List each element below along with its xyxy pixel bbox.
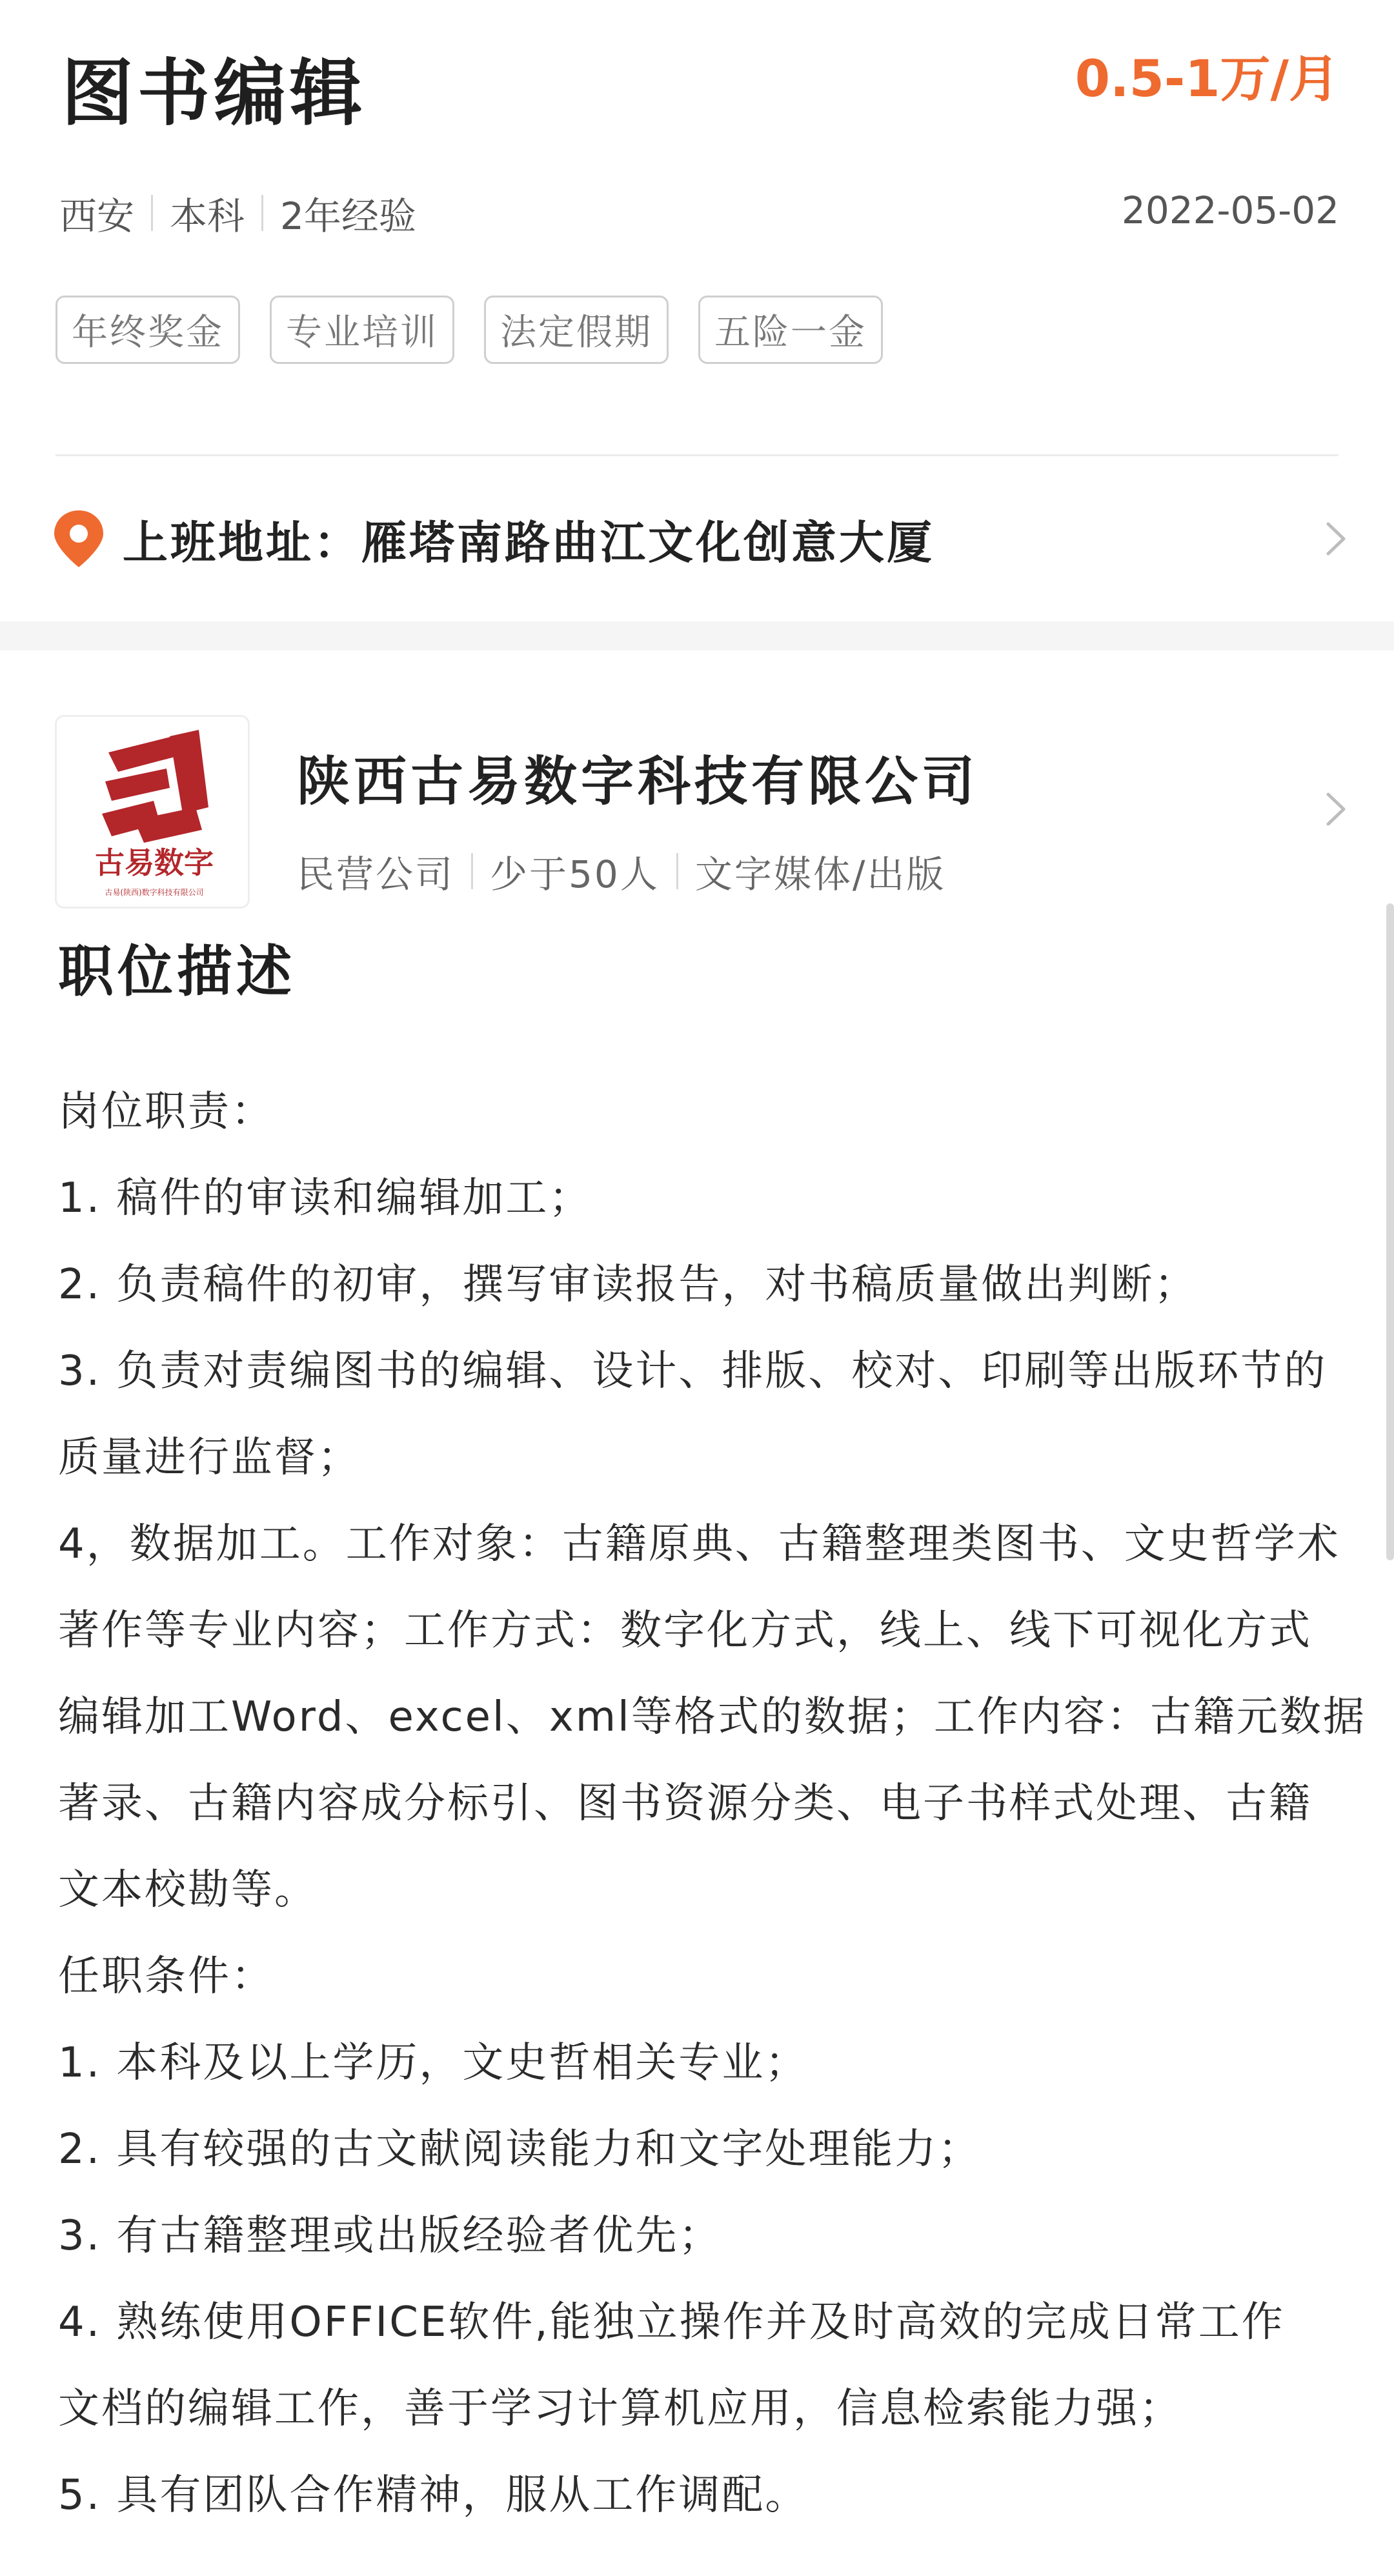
job-education: 本科 <box>170 194 245 238</box>
job-meta <box>59 186 416 240</box>
description-line: 1. 本科及以上学历，文史哲相关专业； <box>58 2039 809 2087</box>
company-row[interactable] <box>55 715 1349 909</box>
company-logo <box>55 715 250 909</box>
benefit-tag: 五险一金 <box>698 296 883 364</box>
job-header-card <box>0 0 1394 621</box>
description-line: 文档的编辑工作，善于学习计算机应用，信息检索能力强； <box>58 2385 1182 2433</box>
description-line: 3. 负责对责编图书的编辑、设计、排版、校对、印刷等出版环节的 <box>58 1347 1328 1395</box>
job-experience: 2年经验 <box>280 194 416 238</box>
logo-text: 古易数字 <box>95 845 214 880</box>
job-title: 图书编辑 <box>61 52 366 136</box>
description-line: 岗位职责： <box>58 1088 274 1136</box>
description-line: 质量进行监督； <box>58 1434 361 1482</box>
company-name: 陕西古易数字科技有限公司 <box>297 751 979 812</box>
description-line: 5. 具有团队合作精神，服从工作调配。 <box>58 2471 809 2519</box>
benefit-tag: 专业培训 <box>270 296 454 364</box>
company-meta <box>297 844 945 898</box>
benefit-tag: 法定假期 <box>484 296 669 364</box>
meta-separator <box>261 195 263 231</box>
description-line: 著作等专业内容；工作方式：数字化方式，线上、线下可视化方式 <box>58 1607 1312 1655</box>
location-pin-icon <box>52 508 106 570</box>
company-type: 民营公司 <box>297 852 455 896</box>
job-city: 西安 <box>59 194 135 238</box>
company-industry: 文字媒体/出版 <box>694 852 946 896</box>
description-line: 3. 有古籍整理或出版经验者优先； <box>58 2212 722 2260</box>
benefit-tags <box>56 296 883 364</box>
description-line: 2. 负责稿件的初审，撰写审读报告，对书稿质量做出判断； <box>58 1261 1198 1309</box>
work-address-row[interactable] <box>52 497 1349 581</box>
description-line: 1. 稿件的审读和编辑加工； <box>58 1174 592 1222</box>
divider <box>56 454 1338 456</box>
description-line: 2. 具有较强的古文献阅读能力和文字处理能力； <box>58 2126 982 2173</box>
company-size: 少于50人 <box>490 852 660 896</box>
description-line: 4. 熟练使用OFFICE软件,能独立操作并及时高效的完成日常工作 <box>58 2299 1285 2346</box>
description-line: 4，数据加工。工作对象：古籍原典、古籍整理类图书、文史哲学术 <box>58 1520 1340 1568</box>
chevron-right-icon <box>1323 789 1349 829</box>
scrollbar[interactable] <box>1386 903 1394 1560</box>
post-date: 2022-05-02 <box>1121 188 1339 232</box>
description-line: 著录、古籍内容成分标引、图书资源分类、电子书样式处理、古籍 <box>58 1780 1312 1827</box>
meta-separator <box>471 853 473 889</box>
description-line: 编辑加工Word、excel、xml等格式的数据；工作内容：古籍元数据 <box>58 1693 1366 1741</box>
meta-separator <box>151 195 153 231</box>
benefit-tag: 年终奖金 <box>56 296 240 364</box>
description-line: 任职条件： <box>58 1953 274 2000</box>
description-title: 职位描述 <box>58 940 296 1004</box>
description-body <box>58 1069 1366 2539</box>
chevron-right-icon <box>1323 519 1349 559</box>
meta-separator <box>676 853 678 889</box>
description-line: 文本校勘等。 <box>58 1866 318 1914</box>
company-logo-mark <box>57 717 250 909</box>
work-address: 上班地址：雁塔南路曲江文化创意大厦 <box>123 516 934 569</box>
logo-subtext: 古易(陕西)数字科技有限公司 <box>105 888 204 897</box>
salary: 0.5-1万/月 <box>1075 50 1339 108</box>
company-and-description-card <box>0 650 1394 2576</box>
